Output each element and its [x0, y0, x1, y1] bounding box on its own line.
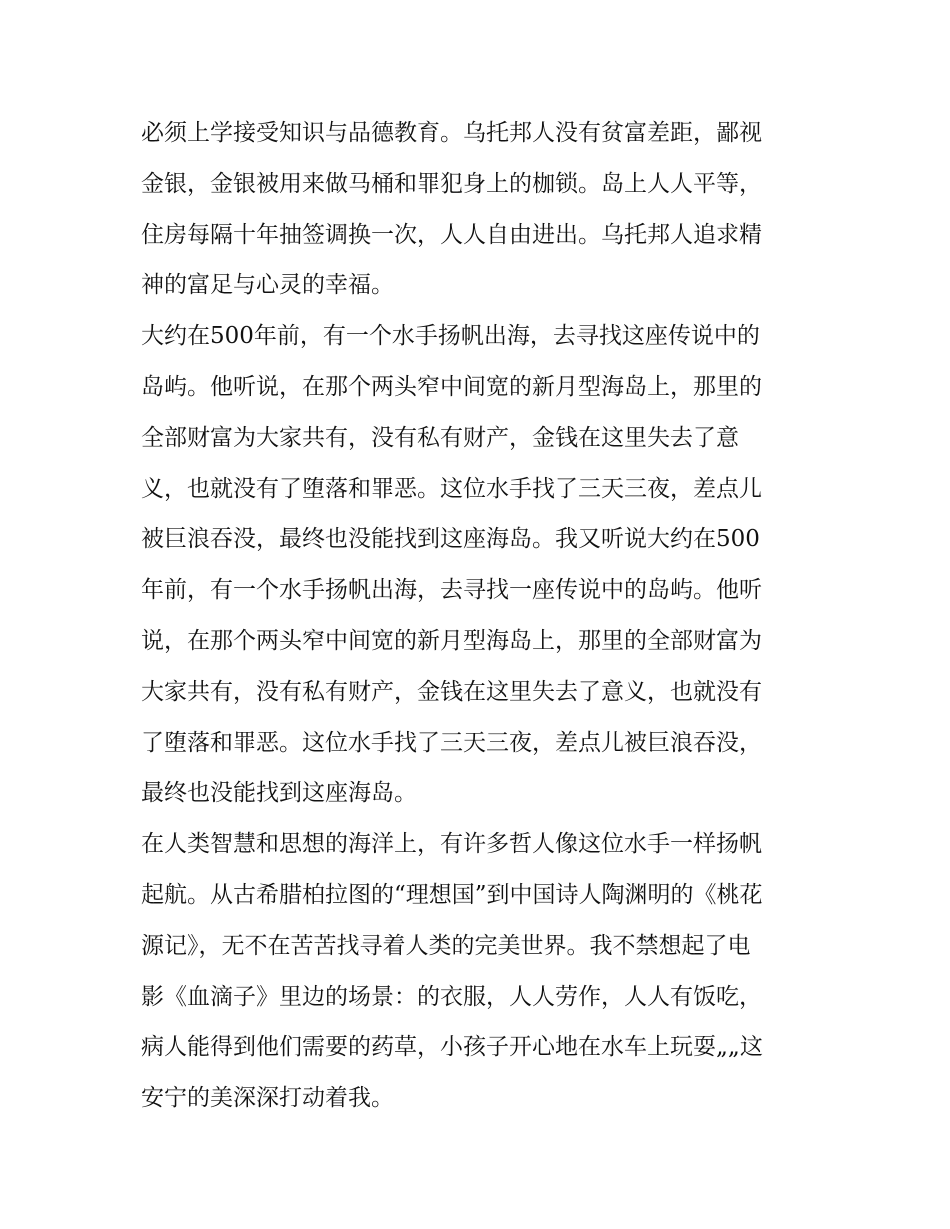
text-line: 住房每隔十年抽签调换一次，人人自由进出。乌托邦人追求精 — [141, 221, 762, 248]
text-line: 安宁的美深深打动着我。 — [141, 1085, 394, 1112]
text-line: 源记》，无不在苦苦找寻着人类的完美世界。我不禁想起了电 — [141, 932, 751, 959]
text-line: 必须上学接受知识与品德教育。乌托邦人没有贫富差距，鄙视 — [141, 120, 762, 146]
text-line: 岛屿。他听说，在那个两头窄中间宽的新月型海岛上，那里的 — [141, 373, 762, 400]
text-line: 病人能得到他们需要的药草，小孩子开心地在水车上玩耍„„这 — [141, 1034, 763, 1061]
text-line: 全部财富为大家共有，没有私有财产，金钱在这里失去了意 — [141, 424, 739, 451]
text-line: 年前，有一个水手扬帆出海，去寻找一座传说中的岛屿。他听 — [141, 577, 762, 604]
text-line: 起航。从古希腊柏拉图的“理想国”到中国诗人陶渊明的《桃花 — [141, 881, 763, 908]
text-line: 神的富足与心灵的幸福。 — [141, 272, 394, 299]
text-line: 被巨浪吞没，最终也没能找到这座海岛。我又听说大约在500 — [141, 526, 760, 553]
text-line: 在人类智慧和思想的海洋上，有许多哲人像这位水手一样扬帆 — [141, 831, 762, 858]
text-line: 金银，金银被用来做马桶和罪犯身上的枷锁。岛上人人平等， — [141, 170, 762, 197]
text-line: 最终也没能找到这座海岛。 — [141, 780, 417, 807]
text-line: 说，在那个两头窄中间宽的新月型海岛上，那里的全部财富为 — [141, 627, 762, 654]
text-line: 义，也就没有了堕落和罪恶。这位水手找了三天三夜，差点儿 — [141, 475, 762, 502]
body-text — [141, 108, 816, 1124]
text-line: 大家共有，没有私有财产，金钱在这里失去了意义，也就没有 — [141, 678, 762, 705]
text-line: 了堕落和罪恶。这位水手找了三天三夜，差点儿被巨浪吞没， — [141, 729, 762, 756]
text-line: 大约在500年前，有一个水手扬帆出海，去寻找这座传说中的 — [141, 323, 760, 350]
text-line: 影《血滴子》里边的场景：的衣服，人人劳作，人人有饭吃， — [141, 983, 762, 1010]
